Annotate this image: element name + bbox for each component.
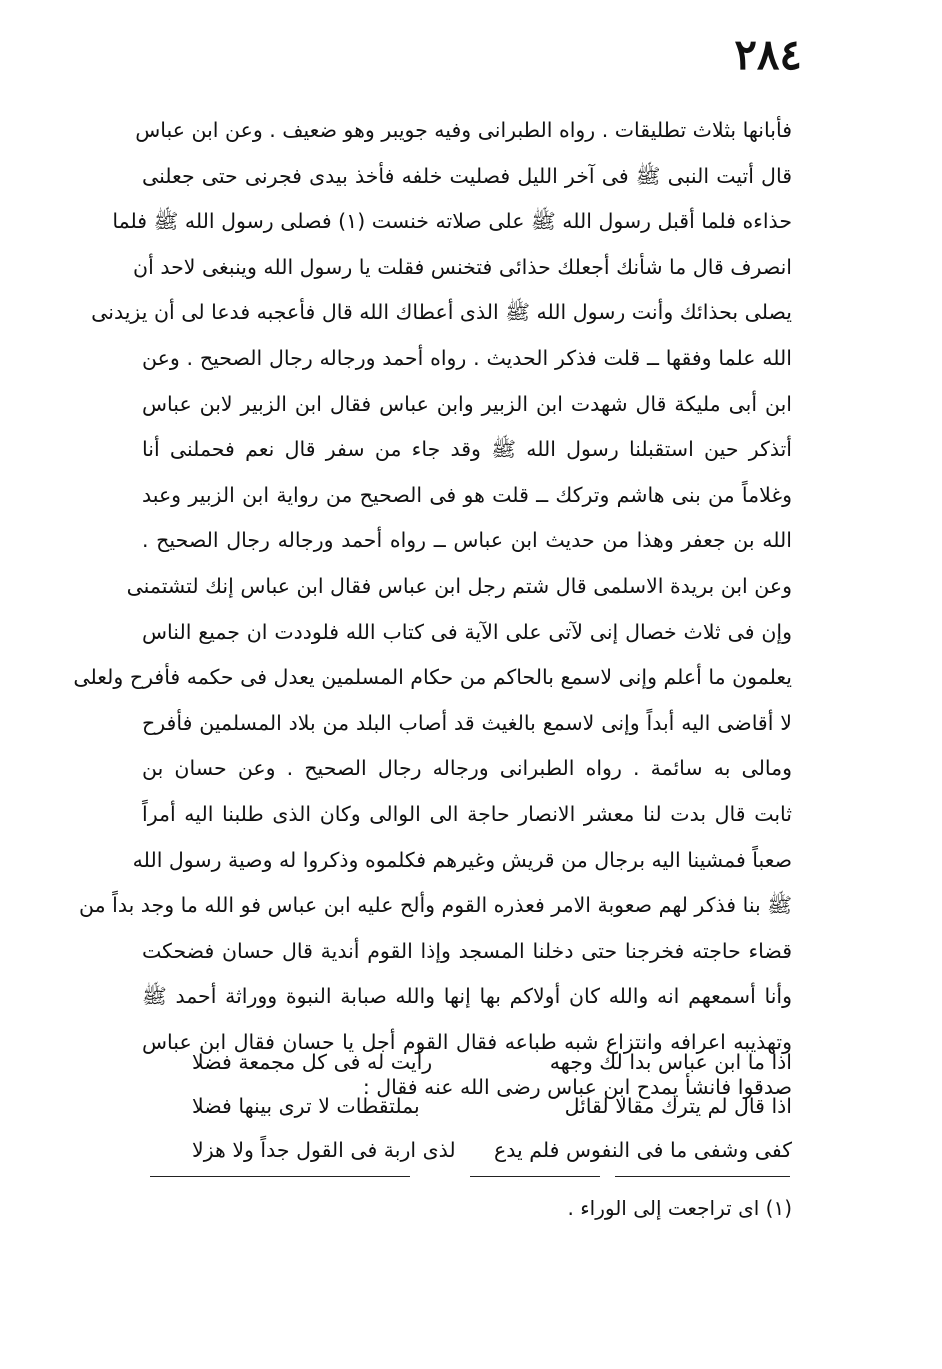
poem-first-hemistich: كفى وشفى ما فى النفوس فلم يدع: [493, 1138, 792, 1162]
text-line: الله علما وفقها ــ قلت فذكر الحديث . رواه أحمد ورجاله رجال الصحيح . وعن: [142, 345, 792, 370]
text-line: ومالى به سائمة . رواه الطبرانى ورجاله رجال الصحيح . وعن حسان بن: [142, 756, 792, 781]
text-line: ثابت قال بدت لنا معشر الانصار حاجة الى الوالى وكان الذى طلبنا اليه أمراً: [142, 801, 792, 826]
page-number: ٢٨٤: [734, 30, 802, 79]
text-line: فأبانها بثلاث تطليقات . رواه الطبرانى وفيه جويبر وهو ضعيف . وعن ابن عباس: [135, 118, 792, 142]
footnote: (١) اى تراجعت إلى الوراء .: [567, 1196, 792, 1220]
poem-verse: [192, 1128, 792, 1172]
text-line: الله بن جعفر وهذا من حديث ابن عباس ــ رواه أحمد ورجاله رجال الصحيح .: [142, 528, 792, 553]
poem-second-hemistich: لذى اربة فى القول جداً ولا هزلا: [192, 1138, 456, 1162]
text-line: انصرف قال ما شأنك أجعلك حذائى فتخنس فقلت يا رسول الله وينبغى لاحد أن: [133, 254, 792, 279]
text-line: أتذكر حين استقبلنا رسول الله ﷺ وقد جاء من سفر قال نعم فحملنى أنا: [142, 437, 792, 462]
main-text: [73, 108, 792, 1111]
footnote-separator: [150, 1176, 410, 1177]
text-line: وتهذيبه اعرافه وانتزاع شبه طباعه فقال القوم أجل يا حسان فقال ابن عباس: [142, 1029, 792, 1054]
footnote-separator: [615, 1176, 790, 1177]
text-line: وعن ابن بريدة الاسلمى قال شتم رجل ابن عباس فقال ابن عباس إنك لتشتمنى: [126, 573, 792, 598]
text-line: قال أتيت النبى ﷺ فى آخر الليل فصليت خلفه فأخذ بيدى فجرنى حتى جعلنى: [142, 163, 792, 188]
poem-second-hemistich: بملتقطات لا ترى بينها فضلا: [192, 1094, 420, 1118]
text-line: يصلى بحذائك وأنت رسول الله ﷺ الذى أعطاك الله قال فأعجبه فدعا لى أن يزيدنى: [91, 300, 792, 325]
poem-verse: [192, 1040, 792, 1084]
text-line: لا أقاضى اليه أبداً وإنى لاسمع بالغيث قد أصاب البلد من بلاد المسلمين فأفرح: [142, 710, 792, 735]
text-line: قضاء حاجته فخرجنا حتى دخلنا المسجد وإذا القوم أندية قال حسان فضحكت: [142, 938, 792, 963]
text-line: ﷺ بنا فذكر لهم صعوبة الامر فعذره القوم وألح عليه ابن عباس فو الله ما وجد بداً من: [79, 893, 792, 918]
text-line: ابن أبى مليكة قال شهدت ابن الزبير وابن عباس فقال ابن الزبير لابن عباس: [142, 391, 792, 416]
text-line: حذاءه فلما أقبل رسول الله ﷺ على صلاته خنست (١) فصلى رسول الله ﷺ فلما: [112, 209, 792, 234]
text-line: صعباً فمشينا اليه برجال من قريش وغيرهم فكلموه وذكروا له وصية رسول الله: [132, 847, 792, 872]
poem-second-hemistich: رأيت له فى كل مجمعة فضلا: [192, 1050, 433, 1074]
text-line: وغلاماً من بنى هاشم وتركك ــ قلت هو فى الصحيح من رواية ابن الزبير وعبد: [142, 482, 792, 507]
poem: [192, 1040, 792, 1172]
poem-first-hemistich: اذا قال لم يترك مقالا لقائل: [564, 1094, 792, 1118]
text-line: يعلمون ما أعلم وإنى لاسمع بالحاكم من حكام المسلمين يعدل فى حكمه فأفرح ولعلى: [73, 665, 792, 690]
text-line: وإن فى ثلاث خصال إنى لآتى على الآية فى كتاب الله فلوددت ان جميع الناس: [142, 619, 792, 644]
footnote-separator: [470, 1176, 600, 1177]
text-line: وأنا أسمعهم انه والله كان أولاكم بها إنها والله صبابة النبوة ووراثة أحمد ﷺ: [142, 984, 792, 1009]
text-line: صدقوا فانشأ يمدح ابن عباس رضى الله عنه فقال :: [362, 1075, 792, 1100]
poem-verse: [192, 1084, 792, 1128]
poem-first-hemistich: اذا ما ابن عباس بدا لك وجهه: [549, 1050, 792, 1074]
